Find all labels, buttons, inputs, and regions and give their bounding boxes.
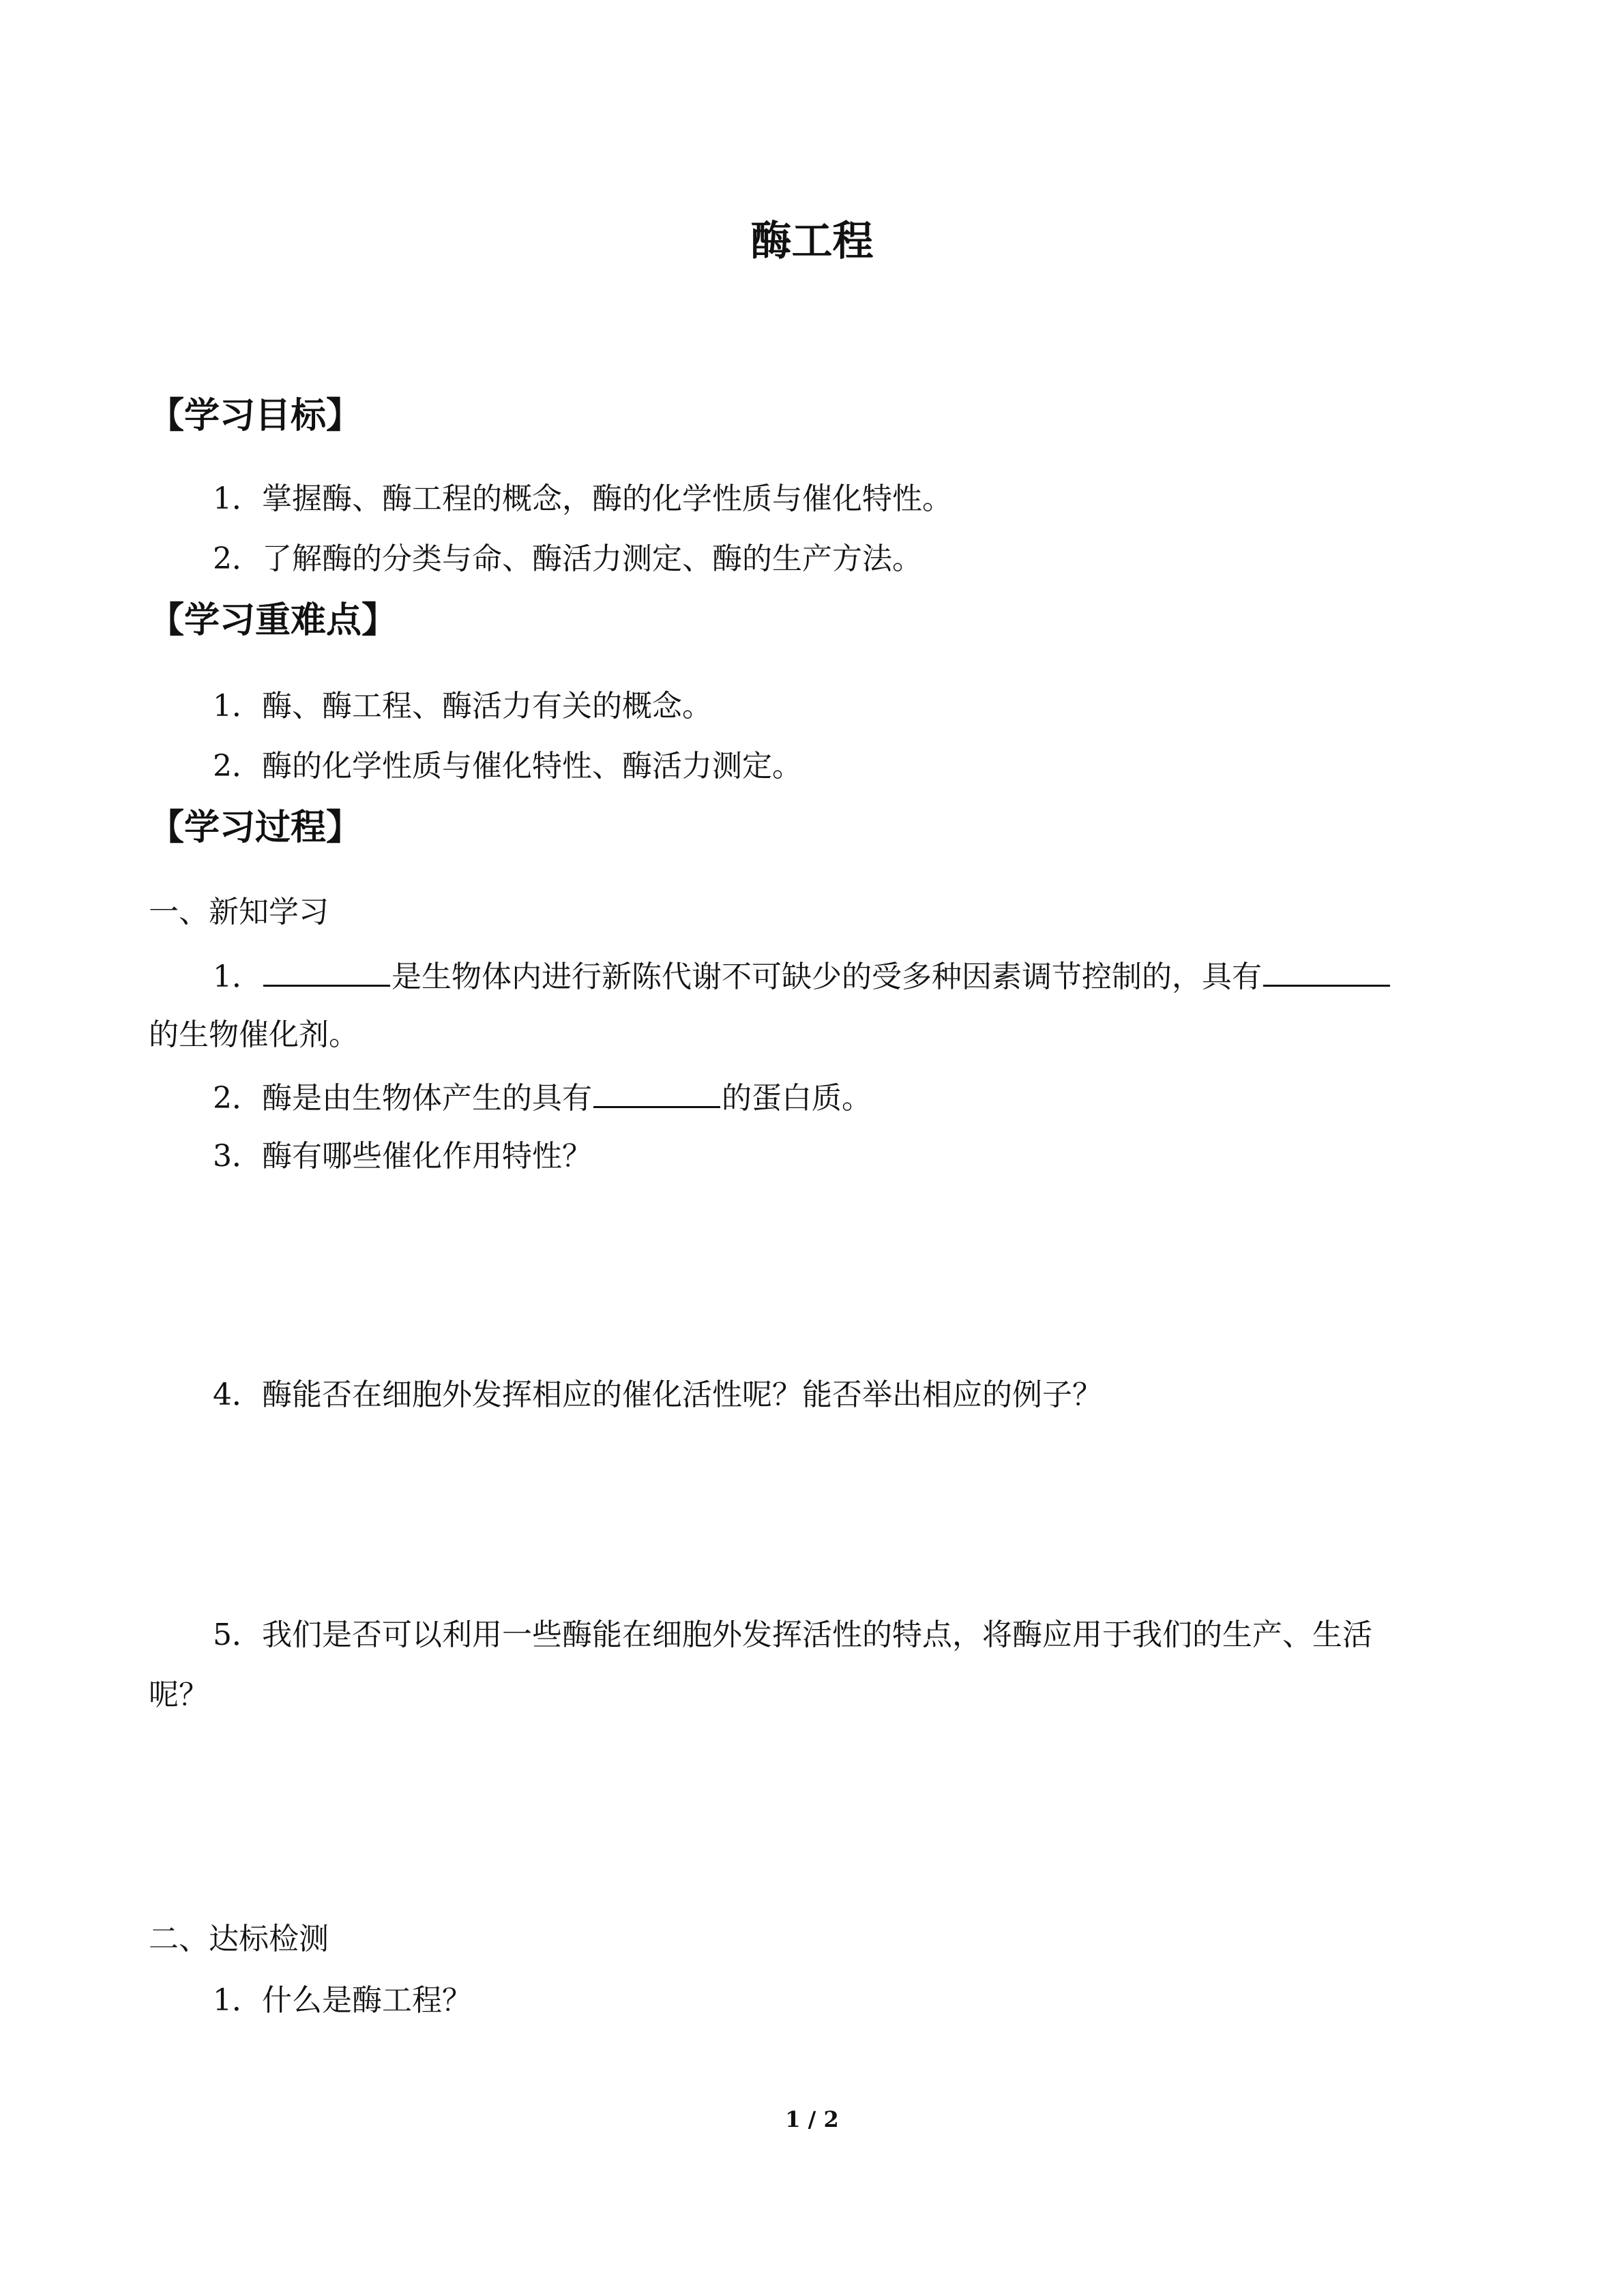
fill-blank-2[interactable]: [1263, 956, 1390, 987]
question-2: [213, 1077, 872, 1118]
question-2-text-a: 2．酶是由生物体产生的具有: [213, 1081, 592, 1116]
assessment-question-1: 1．什么是酶工程？: [213, 1983, 472, 2018]
key-point-item-1: 1．酶、酶工程、酶活力有关的概念。: [213, 689, 712, 724]
document-title: 酶工程: [750, 218, 874, 265]
question-2-text-b: 的蛋白质。: [722, 1081, 872, 1116]
fill-blank-3[interactable]: [593, 1077, 720, 1108]
question-1-continuation: 的生物催化剂。: [149, 1017, 359, 1052]
key-points-heading: 【学习重难点】: [149, 600, 398, 641]
question-5: 5．我们是否可以利用一些酶能在细胞外发挥活性的特点，将酶应用于我们的生产、生活: [213, 1617, 1372, 1652]
question-4: 4．酶能否在细胞外发挥相应的催化活性呢？能否举出相应的例子？: [213, 1377, 1102, 1412]
objectives-heading: 【学习目标】: [149, 396, 362, 436]
question-5-continuation: 呢？: [149, 1678, 209, 1712]
process-heading: 【学习过程】: [149, 807, 362, 848]
page-number: 1 / 2: [785, 2106, 839, 2132]
fill-blank-1[interactable]: [263, 956, 390, 987]
part2-title: 二、达标检测: [149, 1922, 329, 1956]
question-1-text: 是生物体内进行新陈代谢不可缺少的受多种因素调节控制的，具有: [392, 959, 1262, 994]
question-1-number: 1．: [213, 959, 262, 994]
question-3: 3．酶有哪些催化作用特性？: [213, 1139, 592, 1174]
objective-item-1: 1．掌握酶、酶工程的概念，酶的化学性质与催化特性。: [213, 481, 952, 516]
key-point-item-2: 2．酶的化学性质与催化特性、酶活力测定。: [213, 749, 802, 784]
part1-title: 一、新知学习: [149, 895, 329, 929]
question-1: [213, 956, 1391, 996]
objective-item-2: 2．了解酶的分类与命、酶活力测定、酶的生产方法。: [213, 541, 922, 576]
